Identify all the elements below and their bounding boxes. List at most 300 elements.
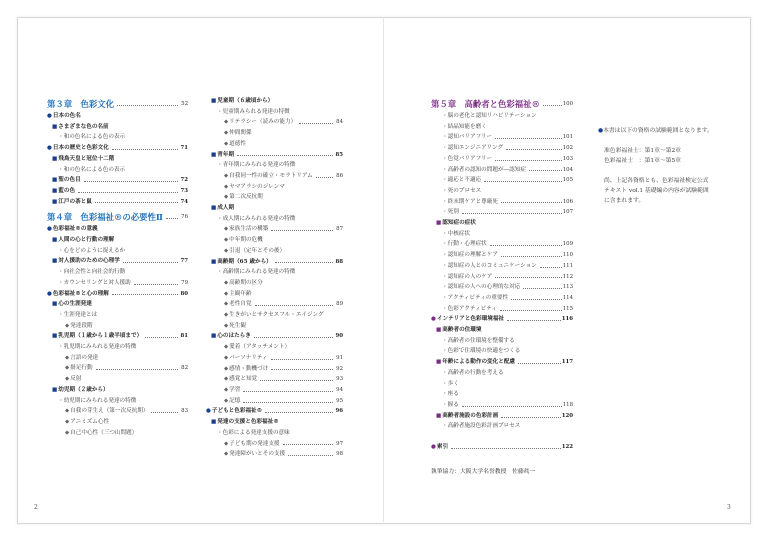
topic-entry	[431, 282, 573, 293]
entry-page-number: 74	[180, 198, 188, 205]
topic-entry	[431, 272, 573, 283]
dot-leader	[265, 412, 333, 413]
entry-title: ■ 飛鳥天皇と冠位十二階	[52, 154, 114, 165]
dot-leader	[451, 448, 561, 449]
entry-title: ・ アクティビティの重要性	[442, 293, 508, 304]
entry-title: ◆ 愛着（アタッチメント）	[224, 342, 290, 353]
topic-entry	[206, 160, 343, 171]
topic-entry	[47, 165, 188, 176]
item-entry	[206, 171, 343, 182]
dot-leader	[543, 105, 562, 106]
entry-title: ● 子どもと色彩福祉®	[206, 406, 262, 417]
entry-page-number: 122	[561, 444, 573, 451]
item-entry	[206, 364, 343, 375]
entry-title: ◆ 第二次反抗期	[224, 192, 263, 203]
entry-title: ・ 高齢者の認知の問題が―認知症	[442, 165, 526, 176]
subsection-entry	[47, 235, 188, 246]
dot-leader	[511, 299, 562, 300]
entry-title: ■ 年齢による動作の変化と配慮	[436, 357, 515, 368]
entry-title: ● インテリアと色彩環境福祉	[431, 314, 504, 325]
entry-title: ・ 和の色名による色の表示	[58, 165, 125, 176]
item-entry	[206, 310, 343, 321]
entry-title: ・ 終末期ケアと尊厳死	[442, 197, 498, 208]
entry-title: ・ 認知症の人とのコミュニケーション	[442, 261, 537, 272]
topic-entry	[431, 304, 573, 315]
entry-title: ◆ 記憶	[224, 396, 240, 407]
entry-title: ◆ 主観年齢	[224, 289, 252, 300]
entry-title: ◆ 掛足行動	[65, 363, 93, 374]
item-entry	[206, 342, 343, 353]
entry-title: ◆ 老性自覚	[224, 299, 252, 310]
item-entry	[206, 439, 343, 450]
dot-leader	[501, 256, 562, 257]
entry-title: ・ 死のプロセス	[442, 186, 481, 197]
note-tail-2: テキスト vol.1 基礎編の内容が試験範囲	[604, 188, 709, 194]
toc-column-2	[206, 96, 343, 460]
entry-title: ◆ ヤマアラシのジレンマ	[224, 182, 285, 193]
entry-page-number: 106	[562, 198, 573, 205]
entry-page-number: 104	[562, 166, 573, 173]
dot-leader	[501, 202, 562, 203]
entry-page-number: 95	[336, 397, 343, 404]
item-entry	[47, 363, 188, 374]
topic-entry	[431, 336, 573, 347]
item-entry	[206, 299, 343, 310]
subsection-entry	[47, 385, 188, 396]
entry-title: ● 色彩福祉®と心の理解	[47, 289, 109, 300]
item-entry	[206, 278, 343, 289]
topic-entry	[206, 428, 343, 439]
topic-entry	[431, 400, 573, 411]
chapter-heading	[47, 97, 188, 111]
dot-leader	[490, 245, 562, 246]
item-entry	[206, 353, 343, 364]
topic-entry	[206, 214, 343, 225]
dot-leader	[145, 337, 178, 338]
item-entry	[47, 353, 188, 364]
entry-title: ・ 色彩による発達支援の意味	[217, 428, 290, 439]
entry-title: ・ 認知症の人のケア	[442, 272, 492, 283]
item-entry	[206, 128, 343, 139]
entry-page-number: 89	[336, 301, 343, 308]
entry-title: ・ 結晶知能を磨く	[442, 122, 487, 133]
dot-leader	[84, 181, 178, 182]
entry-title: ◆ リテラシー（読みの能力）	[224, 117, 296, 128]
dot-leader	[529, 170, 562, 171]
entry-page-number: 109	[562, 241, 573, 248]
dot-leader	[540, 267, 562, 268]
entry-title: ・ 認知症の人への心理的な対応	[442, 282, 520, 293]
subsection-entry	[431, 411, 573, 422]
entry-page-number: 103	[562, 155, 573, 162]
entry-title: ◆ 子ども期の発達支援	[224, 439, 280, 450]
entry-title: ・ 高齢者施設色彩計画プロセス	[442, 421, 520, 432]
entry-page-number: 88	[335, 258, 343, 265]
entry-page-number: 83	[181, 408, 188, 415]
section-entry	[47, 224, 188, 235]
entry-page-number: 96	[335, 408, 343, 415]
entry-title: ■ 対人援助のための心理学	[52, 256, 120, 267]
entry-title: ● 日本の歴史と色彩文化	[47, 143, 109, 154]
item-entry	[206, 396, 343, 407]
page-number-left: 2	[34, 504, 38, 511]
entry-title: ■ 幼児期（２歳から）	[52, 385, 109, 396]
entry-title: ● 索引	[431, 442, 448, 453]
subsection-entry	[47, 197, 188, 208]
dot-leader	[271, 369, 333, 370]
entry-title: ・ 高齢期にみられる発達の特徴	[217, 267, 295, 278]
subsection-entry	[206, 96, 343, 107]
topic-entry	[431, 293, 573, 304]
item-entry	[206, 449, 343, 460]
chapter-heading	[431, 97, 573, 111]
entry-title: ◆ 発達障がいとその支援	[224, 449, 285, 460]
topic-entry	[431, 175, 573, 186]
entry-title: ・ 握る	[442, 400, 459, 411]
entry-title: ● 日本の色名	[47, 111, 81, 122]
section-entry	[206, 406, 343, 417]
entry-title: ◆ 反射	[65, 374, 81, 385]
entry-title: ■ 成人期	[211, 203, 234, 214]
entry-page-number: 112	[562, 273, 573, 280]
item-entry	[206, 117, 343, 128]
subsection-entry	[47, 256, 188, 267]
dot-leader	[271, 359, 333, 360]
entry-title: ・ 認知エンジニアリング	[442, 143, 503, 154]
topic-entry	[47, 278, 188, 289]
dot-leader	[518, 363, 561, 364]
entry-page-number: 81	[180, 333, 188, 340]
entry-title: ◆ 家族生活の構築	[224, 224, 268, 235]
entry-page-number: 76	[181, 214, 188, 221]
level-full-line: 色彩福祉士 ：第1章〜第5章	[604, 158, 681, 164]
topic-entry	[431, 165, 573, 176]
entry-title: ◆ アニミズム心性	[65, 417, 109, 428]
entry-page-number: 71	[180, 145, 188, 152]
topic-entry	[431, 346, 573, 357]
entry-title: ■ 聖の色目	[52, 175, 81, 186]
item-entry	[47, 321, 188, 332]
entry-page-number: 114	[562, 294, 573, 301]
dot-leader	[495, 138, 562, 139]
entry-title: ・ 死別	[442, 207, 459, 218]
entry-title: ・ 高齢者の行動を考える	[442, 368, 504, 379]
entry-page-number: 105	[562, 177, 573, 184]
entry-title: 第５章 高齢者と色彩福祉®	[431, 99, 540, 109]
entry-title: ・ 座る	[442, 389, 459, 400]
topic-entry	[206, 107, 343, 118]
entry-page-number: 82	[181, 365, 188, 372]
entry-title: ・ 脳の老化と認知リハビリテーション	[442, 111, 537, 122]
entry-title: ■ 江戸の茶と鼠	[52, 197, 92, 208]
entry-title: ● 色彩福祉®の意義	[47, 224, 98, 235]
item-entry	[206, 385, 343, 396]
subsection-entry	[206, 417, 343, 428]
entry-title: ◆ 道徳性	[224, 139, 246, 150]
entry-title: ・ 色彩アクティビティ	[442, 304, 497, 315]
page-gutter	[383, 17, 384, 522]
topic-entry	[431, 229, 573, 240]
entry-title: ・ 高齢者の住環境を整備する	[442, 336, 515, 347]
entry-page-number: 117	[561, 359, 573, 366]
entry-title: ・ 青年期にみられる発達の特徴	[217, 160, 295, 171]
topic-entry	[431, 186, 573, 197]
dot-leader	[123, 262, 178, 263]
note-tail-1: 尚、上記各資格とも、色彩福祉検定公式	[604, 178, 709, 184]
entry-title: ■ 青年期	[211, 150, 234, 161]
entry-title: ・ 児童期みられる発達の特徴	[217, 107, 290, 118]
section-entry	[47, 289, 188, 300]
item-entry	[206, 246, 343, 257]
dot-leader	[237, 155, 333, 156]
level-assoc-line: 准色彩福祉士：第1章〜第2章	[604, 148, 681, 154]
dot-leader	[316, 177, 333, 178]
item-entry	[47, 406, 188, 417]
entry-title: ■ 発達の支援と色彩福祉®	[211, 417, 279, 428]
entry-title: 第３章 色彩文化	[47, 99, 114, 109]
entry-page-number: 97	[336, 440, 343, 447]
dot-leader	[117, 105, 178, 106]
entry-title: ◆ 自我同一性の確立・モラトリアム	[224, 171, 313, 182]
entry-title: ■ 心の生涯発達	[52, 299, 92, 310]
section-entry	[47, 111, 188, 122]
entry-title: ■ 人間の心と行動の理解	[52, 235, 114, 246]
item-entry	[206, 374, 343, 385]
entry-title: ・ 心をどのように捉えるか	[58, 246, 125, 257]
topic-entry	[47, 342, 188, 353]
toc-column-1	[47, 96, 188, 438]
subsection-entry	[206, 257, 343, 268]
entry-title: ■ 認知症の症状	[436, 218, 476, 229]
entry-title: ■ 乳児期（１歳から１歳半頃まで）	[52, 331, 142, 342]
entry-page-number: 77	[180, 258, 188, 265]
topic-entry	[431, 379, 573, 390]
toc-column-3	[431, 96, 573, 453]
dot-leader	[501, 417, 560, 418]
dot-leader	[495, 160, 562, 161]
entry-title: 第４章 色彩福祉®の必要性Ⅱ	[47, 212, 163, 223]
note-tail-3: に含まれます。	[604, 198, 645, 204]
entry-title: ・ 幼児期にみられる発達の特徴	[58, 396, 136, 407]
entry-page-number: 115	[562, 305, 573, 312]
entry-title: ■ 児童期（６歳頃から）	[211, 96, 273, 107]
entry-title: ◆ 自我の芽生え（第一次反抗期）	[65, 406, 148, 417]
entry-page-number: 118	[562, 401, 573, 408]
entry-title: ■ 心のはたらき	[211, 331, 251, 342]
entry-page-number: 84	[336, 119, 343, 126]
dot-leader	[271, 230, 333, 231]
dot-leader	[506, 149, 562, 150]
exam-scope-note	[598, 126, 713, 206]
subsection-entry	[431, 218, 573, 229]
dot-leader	[500, 310, 562, 311]
entry-page-number: 113	[562, 284, 573, 291]
topic-entry	[431, 143, 573, 154]
entry-title: ・ 成人期にみられる発達の特徴	[217, 214, 295, 225]
item-entry	[206, 289, 343, 300]
entry-title: ・ 和の色名による色の表示	[58, 132, 125, 143]
entry-title: ◆ パーソナリティ	[224, 353, 268, 364]
entry-title: ◆ 言語の発達	[65, 353, 98, 364]
topic-entry	[431, 122, 573, 133]
subsection-entry	[206, 203, 343, 214]
entry-title: ・ 中核症状	[442, 229, 470, 240]
entry-page-number: 100	[562, 101, 573, 107]
author-credit: 執筆協力：大阪大学名誉教授 佐藤眞一	[431, 469, 536, 475]
entry-title: ・ 認知症の理解とケア	[442, 250, 498, 261]
entry-page-number: 107	[562, 209, 573, 216]
entry-page-number: 94	[336, 386, 343, 393]
entry-page-number: 90	[335, 333, 343, 340]
entry-page-number: 93	[336, 376, 343, 383]
entry-page-number: 92	[336, 365, 343, 372]
entry-title: ■ 高齢期（65 歳から）	[211, 257, 272, 268]
entry-page-number: 120	[561, 412, 573, 419]
entry-title: ・ 乳児期にみられる発達の特徴	[58, 342, 136, 353]
entry-title: ◆ 高齢期の区分	[224, 278, 263, 289]
dot-leader	[151, 412, 178, 413]
entry-page-number: 86	[336, 172, 343, 179]
item-entry	[206, 224, 343, 235]
dot-leader	[134, 284, 178, 285]
entry-page-number: 85	[335, 151, 343, 158]
page-number-right: 3	[727, 504, 731, 511]
dot-leader	[484, 181, 562, 182]
dot-leader	[462, 406, 562, 407]
item-entry	[206, 182, 343, 193]
entry-page-number: 87	[336, 226, 343, 233]
subsection-entry	[47, 122, 188, 133]
subsection-entry	[206, 331, 343, 342]
item-entry	[206, 139, 343, 150]
topic-entry	[431, 261, 573, 272]
subsection-entry	[47, 186, 188, 197]
entry-title: ・ 色彩で住環境の快適をつくる	[442, 346, 520, 357]
entry-title: ◆ 仲間関係	[224, 128, 252, 139]
toc-entry	[431, 432, 573, 442]
subsection-entry	[431, 325, 573, 336]
subsection-entry	[47, 175, 188, 186]
entry-title: ・ 適応と不適応	[442, 175, 481, 186]
entry-title: ・ 生涯発達とは	[58, 310, 97, 321]
chapter-heading	[47, 210, 188, 224]
dot-leader	[462, 213, 562, 214]
subsection-entry	[47, 154, 188, 165]
topic-entry	[431, 250, 573, 261]
entry-title: ◆ 死生観	[224, 321, 246, 332]
item-entry	[47, 428, 188, 439]
dot-leader	[523, 288, 561, 289]
topic-entry	[47, 132, 188, 143]
entry-page-number: 72	[180, 177, 188, 184]
topic-entry	[431, 421, 573, 432]
entry-title: ◆ 中年期の危機	[224, 235, 263, 246]
subsection-entry	[431, 357, 573, 368]
entry-page-number: 102	[562, 145, 573, 152]
entry-page-number: 80	[180, 290, 188, 297]
entry-title: ・ 行動・心理症状	[442, 239, 487, 250]
entry-title: ■ さまざまな色の名前	[52, 122, 109, 133]
section-entry	[47, 143, 188, 154]
item-entry	[47, 374, 188, 385]
dot-leader	[495, 277, 561, 278]
entry-page-number: 116	[561, 316, 573, 323]
dot-leader	[255, 305, 333, 306]
entry-page-number: 110	[562, 252, 573, 259]
entry-page-number: 79	[181, 279, 188, 286]
dot-leader	[243, 391, 333, 392]
entry-page-number: 101	[562, 134, 573, 141]
entry-title: ・ 向社会性と向社会的行動	[58, 267, 125, 278]
dot-leader	[112, 149, 178, 150]
topic-entry	[431, 389, 573, 400]
item-entry	[206, 321, 343, 332]
topic-entry	[431, 197, 573, 208]
dot-leader	[299, 123, 333, 124]
item-entry	[206, 192, 343, 203]
entry-title: ◆ 感情・動機づけ	[224, 364, 268, 375]
section-entry	[431, 314, 573, 325]
dot-leader	[243, 402, 333, 403]
topic-entry	[47, 246, 188, 257]
entry-page-number: 111	[562, 262, 573, 269]
section-entry	[431, 442, 573, 453]
entry-title: ◆ 自己中心性（三つ山問題）	[65, 428, 137, 439]
dot-leader	[166, 218, 178, 219]
entry-page-number: 73	[180, 187, 188, 194]
topic-entry	[431, 154, 573, 165]
topic-entry	[47, 310, 188, 321]
topic-entry	[431, 132, 573, 143]
entry-page-number: 52	[181, 101, 188, 107]
entry-title: ◆ 感覚と知覚	[224, 374, 257, 385]
item-entry	[47, 417, 188, 428]
dot-leader	[260, 380, 333, 381]
entry-title: ◆ 発達段階	[65, 321, 93, 332]
dot-leader	[78, 192, 178, 193]
entry-title: ・ 歩く	[442, 379, 459, 390]
dot-leader	[95, 202, 178, 203]
entry-title: ■ 高齢者の住環境	[436, 325, 481, 336]
topic-entry	[431, 207, 573, 218]
subsection-entry	[47, 331, 188, 342]
topic-entry	[206, 267, 343, 278]
entry-page-number: 91	[336, 354, 343, 361]
entry-title: ◆ 学習	[224, 385, 240, 396]
entry-title: ◆ 引退（定年とその後）	[224, 246, 285, 257]
exam-scope-heading: ●本書は以下の資格の試験範囲となります。	[598, 128, 713, 134]
entry-title: ・ カウンセリングと対人援助	[58, 278, 131, 289]
topic-entry	[431, 111, 573, 122]
item-entry	[206, 235, 343, 246]
entry-title: ◆ 生きがいとサクセスフル・エイジング	[224, 310, 324, 321]
entry-title: ■ 高齢者施設の色彩計画	[436, 411, 498, 422]
dot-leader	[254, 337, 333, 338]
topic-entry	[47, 396, 188, 407]
entry-title: ・ 認知バリアフリー	[442, 132, 492, 143]
topic-entry	[431, 368, 573, 379]
subsection-entry	[206, 150, 343, 161]
entry-page-number: 98	[336, 451, 343, 458]
subsection-entry	[47, 299, 188, 310]
topic-entry	[47, 267, 188, 278]
topic-entry	[431, 239, 573, 250]
dot-leader	[96, 369, 178, 370]
dot-leader	[288, 455, 333, 456]
dot-leader	[112, 294, 178, 295]
entry-title: ・ 色覚バリアフリー	[442, 154, 492, 165]
dot-leader	[275, 262, 333, 263]
